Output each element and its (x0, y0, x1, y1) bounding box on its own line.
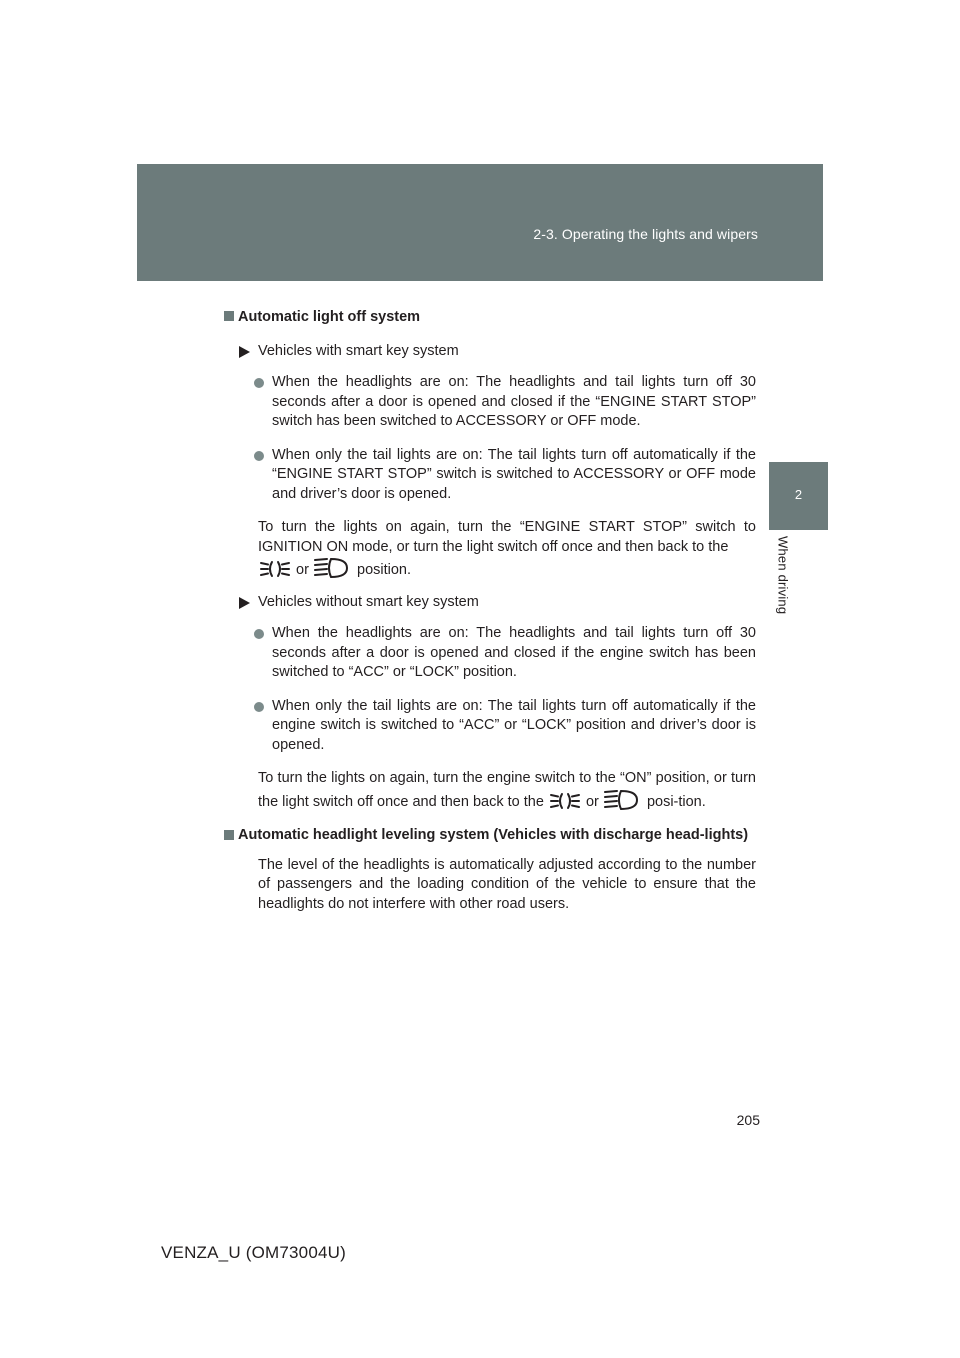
list-item (224, 697, 756, 756)
chapter-number: 2 (794, 487, 803, 502)
section-square-icon (224, 311, 234, 321)
list-item-text: When the headlights are on: The headlights and tail lights turn off 30 seconds after a door is opened and closed if the “ENGINE START STOP” switch has been switched to ACCESSORY or OFF mode. (272, 374, 756, 429)
section-heading-leveling (224, 826, 756, 846)
note-or: or (585, 793, 599, 810)
list-item-text: When the headlights are on: The headlights and tail lights turn off 30 seconds after a door is opened and closed if the engine switch has been switched to “ACC” or “LOCK” position. (272, 625, 756, 680)
page-number: 205 (736, 1112, 760, 1128)
paragraph-text: The level of the headlights is automatically adjusted according to the number of passengers and the loading condition of the vehicle to ensure that the headlights do not interfere with other road users. (258, 856, 756, 912)
section-heading-text: Automatic headlight leveling system (Vehicles with discharge head-lights) (238, 827, 749, 843)
bullet-dot-icon (254, 629, 264, 639)
chapter-tab (769, 462, 828, 530)
list-item-text: When only the tail lights are on: The tail lights turn off automatically if the “ENGINE START STOP” switch is switched to ACCESSORY or OFF mode and driver’s door is opened. (272, 446, 756, 502)
model-code: VENZA_U (OM73004U) (161, 1243, 346, 1262)
note-paragraph-smart-key (224, 518, 756, 581)
headlight-icon (603, 789, 643, 811)
note-position-word: posi-tion. (646, 793, 706, 810)
bullet-dot-icon (254, 378, 264, 388)
chapter-label-text: When driving (775, 536, 791, 615)
leveling-body-paragraph (224, 856, 756, 915)
triangle-right-icon (239, 597, 250, 609)
tail-light-icon (548, 791, 582, 811)
note-paragraph-no-smart-key (224, 769, 756, 812)
note-or: or (296, 562, 309, 578)
tail-light-icon (258, 559, 292, 579)
chapter-label (769, 536, 797, 626)
subheading-no-smart-key (224, 593, 756, 613)
section-heading-auto-light-off (224, 308, 756, 328)
list-item (224, 446, 756, 505)
header-bar (137, 164, 823, 281)
subheading-text: Vehicles without smart key system (258, 593, 479, 610)
list-item (224, 373, 756, 432)
note-position-word: position. (357, 562, 412, 578)
note-text: To turn the lights on again, turn the “ENGINE START STOP” switch to IGNITION ON mode, or turn the light switch off once and then back to the (258, 519, 756, 555)
bullet-dot-icon (254, 451, 264, 461)
triangle-right-icon (239, 346, 250, 358)
note-text: To turn the lights on again, turn the engine switch to the “ON” position, or turn the light switch off once and then back to the (258, 770, 756, 810)
subheading-text: Vehicles with smart key system (258, 342, 459, 359)
bullet-dot-icon (254, 702, 264, 712)
section-square-icon (224, 830, 234, 840)
section-heading-text: Automatic light off system (238, 309, 421, 325)
subheading-smart-key (224, 342, 756, 362)
section-breadcrumb: 2-3. Operating the lights and wipers (533, 226, 758, 242)
page-content (224, 308, 756, 926)
list-item-text: When only the tail lights are on: The tail lights turn off automatically if the engine switch is switched to “ACC” or “LOCK” position and driver’s door is opened. (272, 697, 756, 753)
headlight-icon (313, 557, 353, 579)
list-item (224, 624, 756, 683)
